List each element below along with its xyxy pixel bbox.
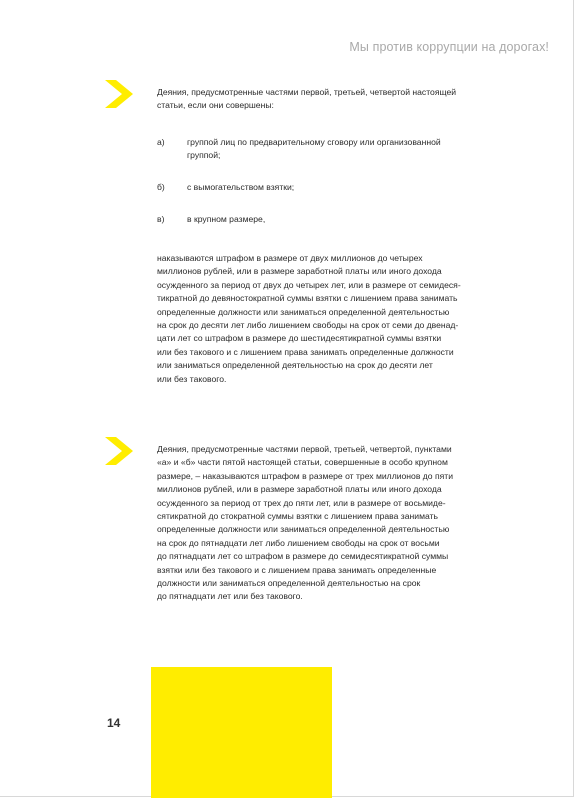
text-line: осужденного за период от трех до пяти лет, или в размере от восьмиде- bbox=[157, 497, 446, 508]
text-line: «а» и «б» части пятой настоящей статьи, совершенные в особо крупном bbox=[157, 457, 448, 468]
list-item-content bbox=[187, 213, 497, 226]
text-line: на срок до десяти лет либо лишением свободы на срок от семи до двенад- bbox=[157, 320, 459, 331]
text-line: определенные должности или заниматься определенной деятельностью bbox=[157, 306, 450, 317]
text-line: осужденного за период от двух до четырех лет, или в размере от семидеся- bbox=[157, 279, 461, 290]
text-line: статьи, если они совершены: bbox=[157, 100, 274, 111]
section1-body bbox=[157, 252, 517, 386]
list-item-content bbox=[187, 136, 497, 163]
section2-body bbox=[157, 443, 517, 604]
text-line: группой; bbox=[187, 150, 221, 161]
text-line: в крупном размере, bbox=[187, 214, 266, 224]
text-line: цати лет со штрафом в размере до шестидесятикратной суммы взятки bbox=[157, 333, 442, 344]
text-line: или без такового. bbox=[157, 373, 227, 384]
page-header-title: Мы против коррупции на дорогах! bbox=[349, 40, 549, 54]
text-line: до пятнадцати лет или без такового. bbox=[157, 591, 303, 602]
chevron-right-icon bbox=[103, 78, 135, 110]
page-number: 14 bbox=[107, 716, 121, 730]
text-line: определенные должности или заниматься определенной деятельностью bbox=[157, 524, 450, 535]
section1-intro bbox=[157, 86, 497, 113]
text-line: сятикратной до стократной суммы взятки с лишением права занимать bbox=[157, 511, 438, 522]
text-line: тикратной до девяностократной суммы взятки с лишением права занимать bbox=[157, 293, 458, 304]
decorative-yellow-block bbox=[151, 667, 332, 798]
text-line: или заниматься определенной деятельностью на срок до десяти лет bbox=[157, 360, 433, 371]
text-line: должности или заниматься определенной деятельностью на срок bbox=[157, 578, 421, 589]
text-line: размере, – наказываются штрафом в размере от трех миллионов до пяти bbox=[157, 470, 453, 481]
text-line: или без такового и с лишением права занимать определенные должности bbox=[157, 346, 454, 357]
text-line: с вымогательством взятки; bbox=[187, 182, 295, 192]
chevron-right-icon bbox=[103, 435, 135, 467]
text-line: Деяния, предусмотренные частями первой, третьей, четвертой настоящей bbox=[157, 87, 457, 97]
text-line: взятки или без такового и с лишением права занимать определенные bbox=[157, 564, 437, 575]
text-line: миллионов рублей, или в размере заработной платы или иного дохода bbox=[157, 266, 442, 277]
text-line: наказываются штрафом в размере от двух миллионов до четырех bbox=[157, 253, 423, 263]
text-line: до пятнадцати лет со штрафом в размере до семидесятикратной суммы bbox=[157, 551, 449, 562]
list-marker: а) bbox=[157, 137, 165, 147]
text-line: Деяния, предусмотренные частями первой, третьей, четвертой, пунктами bbox=[157, 444, 452, 454]
text-line: группой лиц по предварительному сговору или организованной bbox=[187, 137, 441, 147]
list-item-content bbox=[187, 181, 497, 194]
text-line: на срок до пятнадцати лет либо лишением свободы на срок от восьми bbox=[157, 537, 440, 548]
list-marker: в) bbox=[157, 214, 165, 224]
list-marker: б) bbox=[157, 182, 165, 192]
text-line: миллионов рублей, или в размере заработной платы или иного дохода bbox=[157, 484, 442, 495]
